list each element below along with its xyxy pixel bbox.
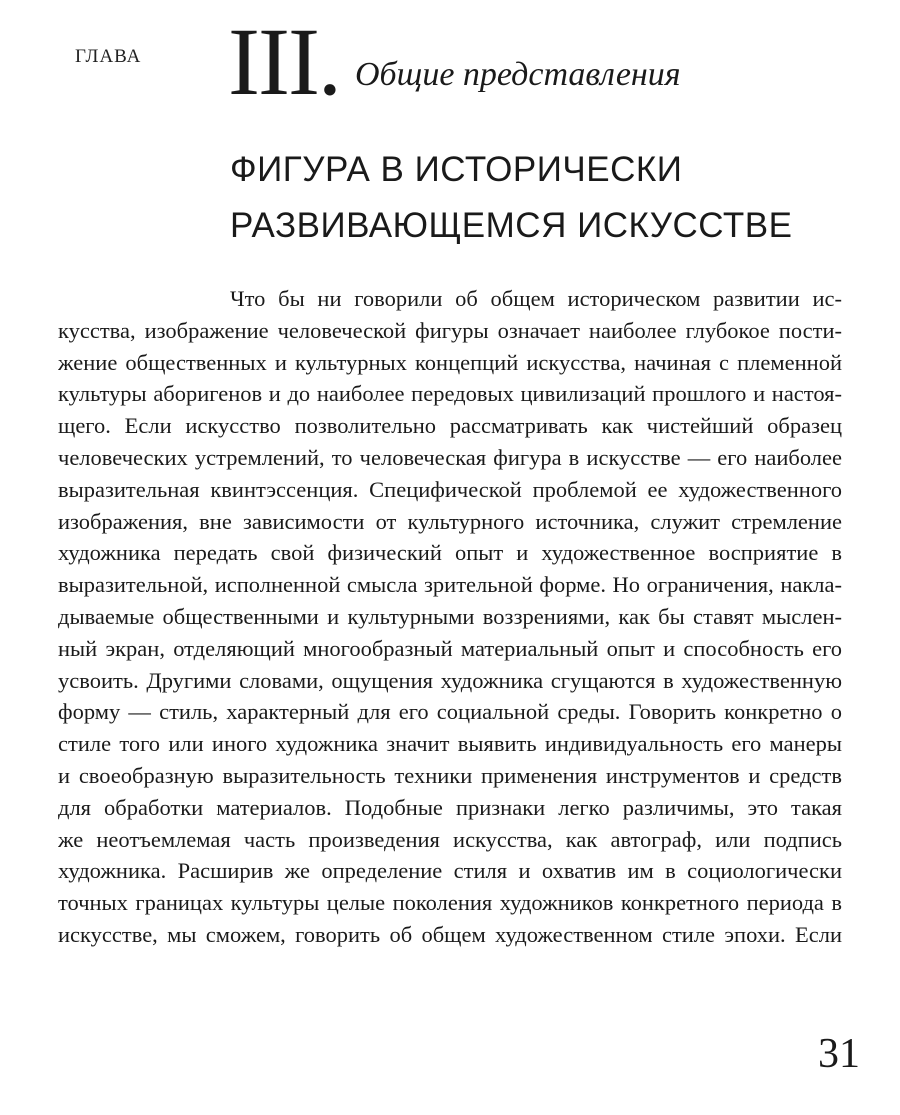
chapter-subtitle: Общие представления <box>355 56 681 93</box>
paragraph-line: форму — стиль, характерный для его социальной среды. Говорить конкретно о <box>58 699 842 725</box>
paragraph-line: дываемые общественными и культурными воззрениями, как бы ставят мыслен- <box>58 603 842 629</box>
paragraph-line: художника. Расширив же определение стиля и охватив им в социологически <box>58 858 842 884</box>
paragraph-line: точных границах культуры целые поколения художников конкретного периода в <box>58 890 842 916</box>
paragraph-line: же неотъемлемая часть произведения искусства, как автограф, или подпись <box>58 826 842 852</box>
section-title-line: РАЗВИВАЮЩЕМСЯ ИСКУССТВЕ <box>230 206 793 245</box>
paragraph-line: щего. Если искусство позволительно рассматривать как чистейший образец <box>58 413 842 439</box>
paragraph-line: Что бы ни говорили об общем историческом развитии ис- <box>230 286 842 311</box>
paragraph-line: стиле того или иного художника значит выявить индивидуальность его манеры <box>58 731 842 757</box>
paragraph-line: культуры аборигенов и до наиболее передовых цивилизаций прошлого и настоя- <box>58 381 842 407</box>
paragraph-line: для обработки материалов. Подобные признаки легко различимы, это такая <box>58 794 842 820</box>
chapter-label: ГЛАВА <box>75 46 142 67</box>
section-title <box>230 142 792 254</box>
paragraph-line: усвоить. Другими словами, ощущения художника сгущаются в художественную <box>58 667 842 693</box>
paragraph-line: выразительной, исполненной смысла зрительной форме. Но ограничения, накла- <box>58 572 842 598</box>
paragraph-line: художника передать свой физический опыт и художественное восприятие в <box>58 540 842 566</box>
paragraph-line: выразительная квинтэссенция. Специфической проблемой ее художественного <box>58 476 842 502</box>
paragraph-line: жение общественных и культурных концепций искусства, начиная с племенной <box>58 349 842 375</box>
paragraph-line: человеческих устремлений, то человеческая фигура в искусстве — его наиболее <box>58 444 842 470</box>
paragraph-line: искусстве, мы сможем, говорить об общем художественном стиле эпохи. Если <box>58 921 842 947</box>
paragraph-line: изображения, вне зависимости от культурного источника, служит стремление <box>58 508 842 534</box>
paragraph-line: и своеобразную выразительность техники применения инструментов и средств <box>58 762 842 788</box>
paragraph-line: ный экран, отделяющий многообразный материальный опыт и способность его <box>58 635 842 661</box>
page-number: 31 <box>818 1031 860 1077</box>
paragraph-line: кусства, изображение человеческой фигуры означает наиболее глубокое пости- <box>58 317 842 343</box>
section-title-line: ФИГУРА В ИСТОРИЧЕСКИ <box>230 150 683 189</box>
body-text <box>58 283 842 951</box>
chapter-number: III. <box>228 8 340 115</box>
